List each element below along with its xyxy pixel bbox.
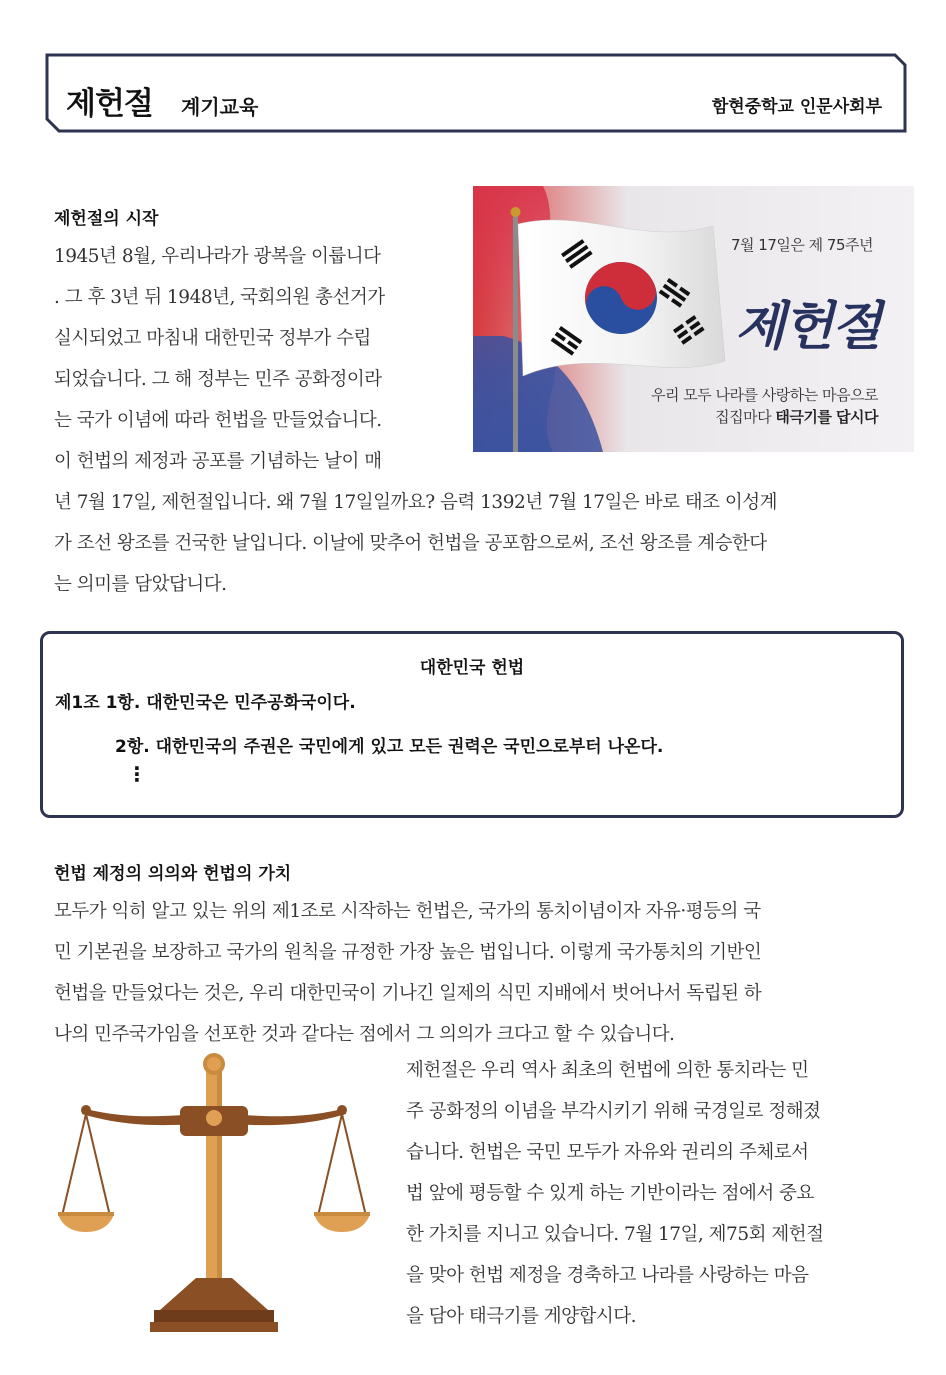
- constitution-day-banner: [473, 186, 914, 452]
- text-line: 법 앞에 평등할 수 있게 하는 기반이라는 점에서 중요: [406, 1183, 814, 1204]
- banner-slogan-bold: 태극기를 답시다: [775, 408, 878, 426]
- section1-para-narrow: [54, 236, 438, 482]
- text-line: 을 맞아 헌법 제정을 경축하고 나라를 사랑하는 마음: [406, 1265, 809, 1286]
- text-line: 는 의미를 담았답니다.: [54, 574, 227, 595]
- school-name: 함현중학교 인문사회부: [711, 97, 882, 117]
- constitution-title: 대한민국 헌법: [419, 658, 525, 678]
- page-title: 제헌절: [66, 86, 153, 122]
- text-line: 헌법을 만들었다는 것은, 우리 대한민국이 기나긴 일제의 식민 지배에서 벗어나서 독립된 하: [54, 983, 762, 1004]
- banner-slogan-line2: [715, 406, 878, 427]
- text-line: 한 가치를 지니고 있습니다. 7월 17일, 제75회 제헌절: [406, 1224, 824, 1245]
- text-line: 실시되었고 마침내 대한민국 정부가 수립: [54, 328, 371, 349]
- text-line: 나의 민주국가임을 선포한 것과 같다는 점에서 그 의의가 크다고 할 수 있습니다.: [54, 1024, 675, 1045]
- page-header: [44, 52, 908, 134]
- banner-slogan-line1: 우리 모두 나라를 사랑하는 마음으로: [651, 386, 878, 404]
- text-line: 이 헌법의 제정과 공포를 기념하는 날이 매: [54, 451, 382, 472]
- banner-title: 제헌절: [735, 296, 880, 357]
- section1-heading: 제헌절의 시작: [54, 209, 159, 229]
- text-line: 민 기본권을 보장하고 국가의 원칙을 규정한 가장 높은 법입니다. 이렇게 국가통치의 기반인: [54, 942, 762, 963]
- section2-heading: 헌법 제정의 의의와 헌법의 가치: [54, 864, 292, 884]
- section2-para-wide: [54, 891, 890, 1055]
- text-line: 되었습니다. 그 해 정부는 민주 공화정이라: [54, 369, 382, 390]
- text-line: 는 국가 이념에 따라 헌법을 만들었습니다.: [54, 410, 382, 431]
- text-line: . 그 후 3년 뒤 1948년, 국회의원 총선거가: [54, 287, 385, 308]
- page-subtitle: 계기교육: [181, 95, 259, 119]
- section2-para-narrow: [406, 1050, 892, 1337]
- text-line: 모두가 익히 알고 있는 위의 제1조로 시작하는 헌법은, 국가의 통치이념이자 자유·평등의 국: [54, 901, 761, 922]
- vertical-ellipsis: ⋮: [127, 762, 147, 786]
- banner-anniversary-text: 7월 17일은 제 75주년: [731, 236, 873, 254]
- article-1-clause-1: 제1조 1항. 대한민국은 민주공화국이다.: [55, 693, 356, 713]
- text-line: 을 담아 태극기를 게양합시다.: [406, 1306, 636, 1327]
- text-line: 1945년 8월, 우리나라가 광복을 이룹니다: [54, 246, 381, 267]
- text-line: 제헌절은 우리 역사 최초의 헌법에 의한 통치라는 민: [406, 1060, 809, 1081]
- constitution-quote-box: [40, 631, 904, 818]
- section1-para-wide: [54, 482, 894, 605]
- scale-of-justice-icon: [56, 1048, 376, 1338]
- text-line: 년 7월 17일, 제헌절입니다. 왜 7월 17일일까요? 음력 1392년 7월 17일은 바로 태조 이성계: [54, 492, 778, 513]
- text-line: 주 공화정의 이념을 부각시키기 위해 국경일로 정해졌: [406, 1101, 821, 1122]
- text-line: 가 조선 왕조를 건국한 날입니다. 이날에 맞추어 헌법을 공포함으로써, 조선 왕조를 계승한다: [54, 533, 767, 554]
- banner-slogan-prefix: 집집마다: [715, 408, 776, 426]
- article-1-clause-2: 2항. 대한민국의 주권은 국민에게 있고 모든 권력은 국민으로부터 나온다.: [115, 737, 664, 757]
- text-line: 습니다. 헌법은 국민 모두가 자유와 권리의 주체로서: [406, 1142, 809, 1163]
